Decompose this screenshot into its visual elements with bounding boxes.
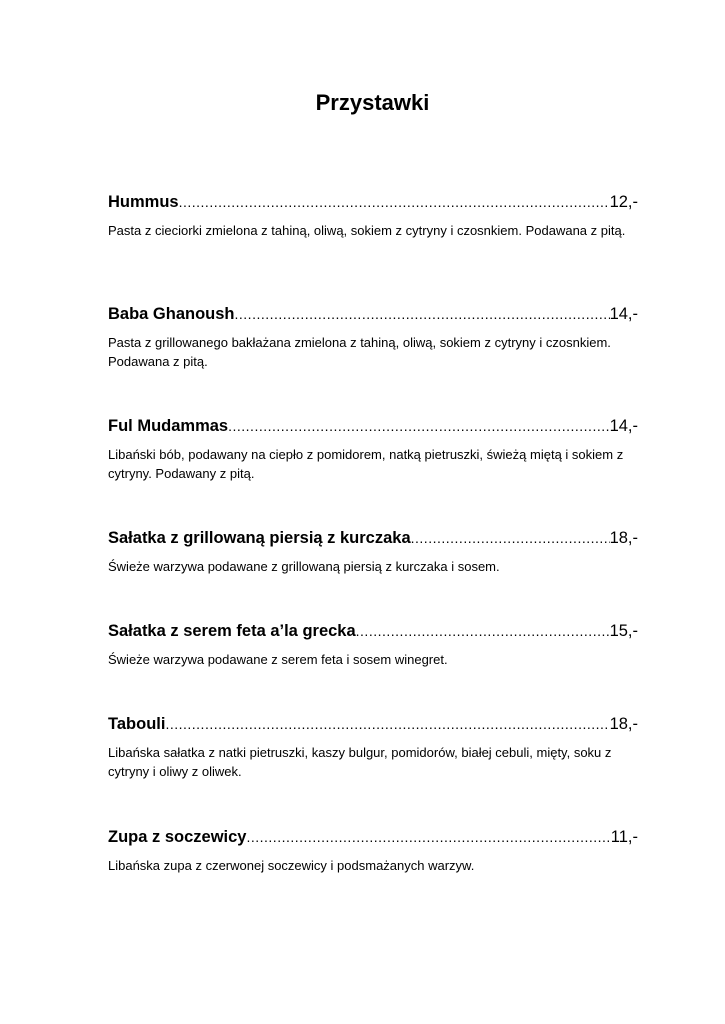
- menu-item-name: Sałatka z grillowaną piersią z kurczaka: [108, 529, 411, 547]
- menu-item-description: Pasta z cieciorki zmielona z tahiną, oliwą, sokiem z cytryny i czosnkiem. Podawana z pitą.: [108, 223, 626, 238]
- menu-item-name: Zupa z soczewicy: [108, 828, 247, 846]
- dot-leader: [228, 414, 609, 438]
- menu-item-name: Ful Mudammas: [108, 417, 229, 435]
- menu-item-ful-mudammas: [108, 414, 638, 483]
- menu-item-name: Sałatka z serem feta a’la grecka: [108, 622, 356, 640]
- dot-leader: [179, 190, 610, 214]
- menu-item-price: 15,-: [609, 622, 638, 640]
- menu-item-salatka-kurczak: [108, 526, 638, 576]
- menu-item-price: 11,-: [610, 828, 638, 846]
- menu-item-header: [108, 414, 638, 438]
- menu-item-price: 18,-: [609, 529, 638, 547]
- menu-item-name: Hummus: [108, 193, 179, 211]
- page-title: Przystawki: [315, 90, 430, 115]
- menu-item-baba-ghanoush: [108, 302, 638, 371]
- menu-item-tabouli: [108, 712, 638, 781]
- dot-leader: [235, 302, 610, 326]
- dot-leader: [165, 712, 609, 736]
- menu-item-header: [108, 526, 638, 550]
- menu-item-header: [108, 619, 638, 643]
- menu-item-description: Libańska sałatka z natki pietruszki, kaszy bulgur, pomidorów, białej cebuli, mięty, soku z cytryny i oliwy z oliwek.: [108, 745, 612, 779]
- menu-item-name: Tabouli: [108, 715, 166, 733]
- menu-item-hummus: [108, 190, 638, 240]
- menu-item-description: Libańska zupa z czerwonej soczewicy i podsmażanych warzyw.: [108, 858, 475, 873]
- menu-item-description: Świeże warzywa podawane z serem feta i sosem winegret.: [108, 652, 448, 667]
- menu-item-description: Libański bób, podawany na ciepło z pomidorem, natką pietruszki, świeżą miętą i sokiem z cytryny. Podawany z pitą.: [108, 447, 624, 481]
- dot-leader: [246, 825, 610, 849]
- menu-item-description: Świeże warzywa podawane z grillowaną piersią z kurczaka i sosem.: [108, 559, 500, 574]
- menu-item-header: [108, 712, 638, 736]
- menu-item-zupa-soczewica: [108, 825, 638, 875]
- dot-leader: [356, 619, 610, 643]
- menu-item-price: 14,-: [609, 305, 638, 323]
- menu-item-description: Pasta z grillowanego bakłażana zmielona z tahiną, oliwą, sokiem z cytryny i czosnkiem. Podawana z pitą.: [108, 335, 611, 369]
- menu-item-price: 18,-: [609, 715, 638, 733]
- menu-item-header: [108, 825, 638, 849]
- menu-item-price: 12,-: [609, 193, 638, 211]
- menu-item-header: [108, 302, 638, 326]
- dot-leader: [411, 526, 610, 550]
- menu-item-price: 14,-: [609, 417, 638, 435]
- menu-item-header: [108, 190, 638, 214]
- menu-item-name: Baba Ghanoush: [108, 305, 235, 323]
- menu-item-salatka-feta: [108, 619, 638, 669]
